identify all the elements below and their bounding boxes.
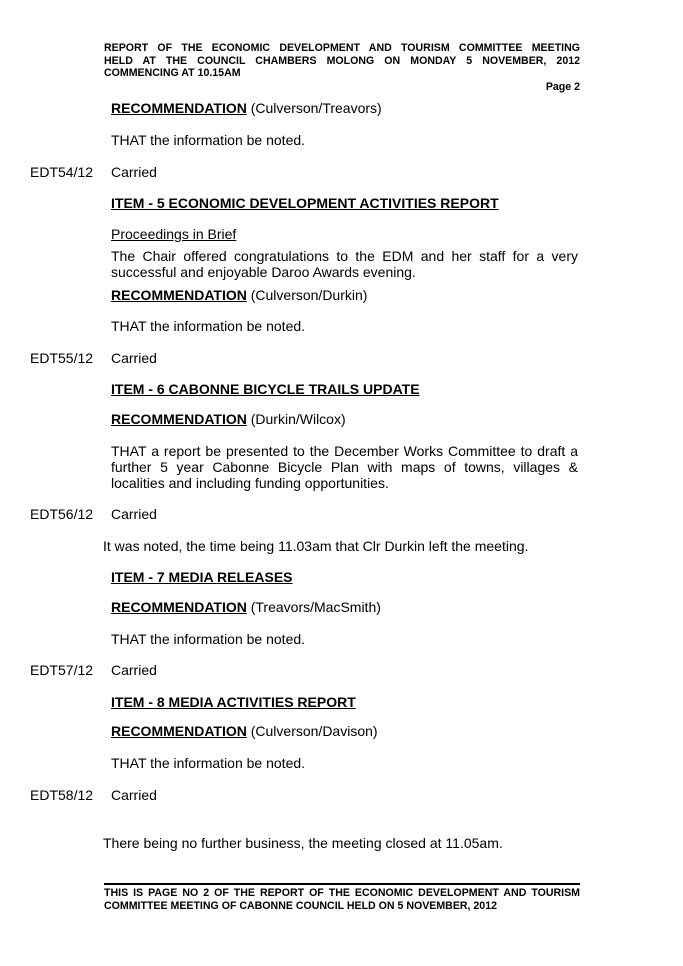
item-6-heading: ITEM - 6 CABONNE BICYCLE TRAILS UPDATE bbox=[111, 381, 420, 397]
recommendation-label: RECOMMENDATION bbox=[111, 723, 247, 739]
resolution-ref-4: EDT57/12 bbox=[30, 662, 94, 678]
chair-paragraph: The Chair offered congratulations to the EDM and her staff for a very successful and enjoyable Daroo Awards evening. bbox=[111, 248, 578, 280]
recommendation-label: RECOMMENDATION bbox=[111, 100, 247, 116]
resolution-ref-1: EDT54/12 bbox=[30, 164, 94, 180]
item-8-heading: ITEM - 8 MEDIA ACTIVITIES REPORT bbox=[111, 694, 356, 710]
recommendation-4 bbox=[111, 599, 578, 615]
recommendation-movers: (Culverson/Durkin) bbox=[250, 287, 368, 303]
recommendation-label: RECOMMENDATION bbox=[111, 287, 247, 303]
recommendation-label: RECOMMENDATION bbox=[111, 411, 247, 427]
recommendation-movers: (Treavors/MacSmith) bbox=[250, 599, 381, 615]
header-line-3: COMMENCING AT 10.15AM bbox=[104, 67, 241, 79]
info-noted-1: THAT the information be noted. bbox=[111, 132, 306, 148]
info-noted-4: THAT the information be noted. bbox=[111, 755, 306, 771]
recommendation-2 bbox=[111, 287, 578, 303]
resolution-ref-2: EDT55/12 bbox=[30, 350, 94, 366]
info-noted-3: THAT the information be noted. bbox=[111, 631, 306, 647]
page-number: Page 2 bbox=[545, 81, 580, 93]
recommendation-movers: (Culverson/Treavors) bbox=[250, 100, 382, 116]
resolution-ref-5: EDT58/12 bbox=[30, 787, 94, 803]
recommendation-movers: (Durkin/Wilcox) bbox=[250, 411, 346, 427]
resolution-status-1: Carried bbox=[111, 164, 157, 180]
recommendation-5 bbox=[111, 723, 578, 739]
recommendation-3 bbox=[111, 411, 578, 427]
resolution-status-4: Carried bbox=[111, 662, 157, 678]
closing-paragraph: There being no further business, the meeting closed at 11.05am. bbox=[103, 835, 503, 851]
item-7-heading: ITEM - 7 MEDIA RELEASES bbox=[111, 569, 293, 585]
resolution-ref-3: EDT56/12 bbox=[30, 506, 94, 522]
recommendation-1 bbox=[111, 100, 578, 116]
header-line-2: HELD AT THE COUNCIL CHAMBERS MOLONG ON MONDAY 5 NOVEMBER, 2012 bbox=[104, 54, 580, 67]
info-noted-2: THAT the information be noted. bbox=[111, 318, 306, 334]
item-5-heading: ITEM - 5 ECONOMIC DEVELOPMENT ACTIVITIES REPORT bbox=[111, 195, 499, 211]
header-line-1: REPORT OF THE ECONOMIC DEVELOPMENT AND TOURISM COMMITTEE MEETING bbox=[104, 42, 580, 54]
proceedings-heading: Proceedings in Brief bbox=[111, 226, 237, 242]
document-header bbox=[104, 42, 580, 80]
noted-paragraph: It was noted, the time being 11.03am that Clr Durkin left the meeting. bbox=[103, 538, 529, 554]
recommendation-label: RECOMMENDATION bbox=[111, 599, 247, 615]
resolution-status-5: Carried bbox=[111, 787, 157, 803]
recommendation-movers: (Culverson/Davison) bbox=[250, 723, 378, 739]
resolution-status-3: Carried bbox=[111, 506, 157, 522]
report-paragraph: THAT a report be presented to the December Works Committee to draft a further 5 year Cabonne Bicycle Plan with maps of towns, villages & localities and including funding opportunities. bbox=[111, 443, 578, 491]
page-footer: THIS IS PAGE NO 2 OF THE REPORT OF THE ECONOMIC DEVELOPMENT AND TOURISM COMMITTEE MEETING OF CABONNE COUNCIL HELD ON 5 NOVEMBER, 2012 bbox=[104, 883, 580, 913]
resolution-status-2: Carried bbox=[111, 350, 157, 366]
